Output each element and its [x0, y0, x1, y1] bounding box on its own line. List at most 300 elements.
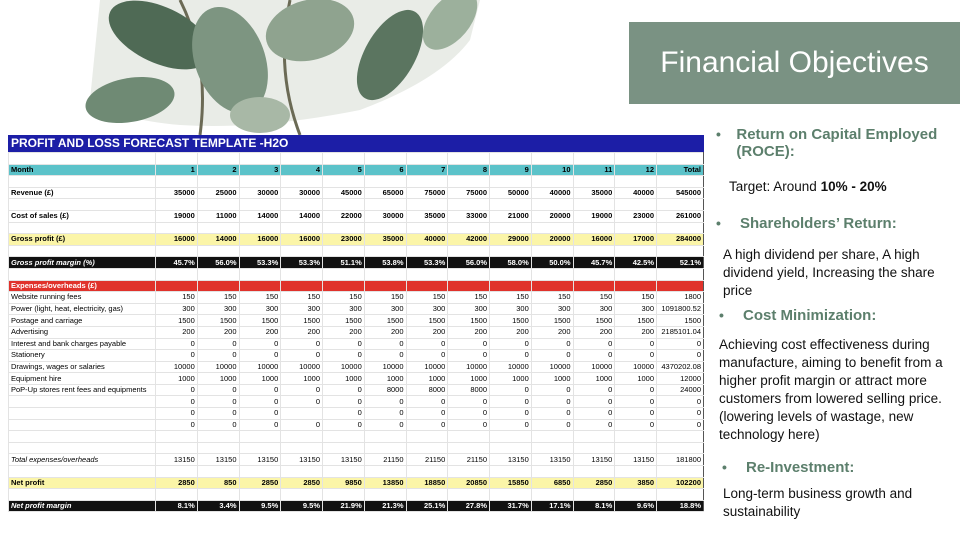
month-cell — [323, 153, 365, 165]
month-cell — [615, 431, 657, 443]
row-label — [9, 153, 156, 165]
month-cell: 50000 — [490, 187, 532, 199]
month-cell: 0 — [406, 396, 448, 408]
month-cell: 300 — [448, 303, 490, 315]
month-cell: 20000 — [531, 210, 573, 222]
month-cell — [615, 268, 657, 280]
month-cell: 1000 — [573, 373, 615, 385]
month-cell: 2850 — [573, 477, 615, 489]
month-cell: 0 — [615, 408, 657, 420]
month-cell: 1500 — [406, 315, 448, 327]
month-cell: 1500 — [323, 315, 365, 327]
table-banner: PROFIT AND LOSS FORECAST TEMPLATE -H2O — [8, 135, 704, 152]
month-cell: 1000 — [448, 373, 490, 385]
month-cell: 53.3% — [281, 257, 323, 269]
month-cell — [364, 245, 406, 257]
month-cell: 0 — [531, 408, 573, 420]
month-cell: 33000 — [448, 210, 490, 222]
month-cell: 3 — [239, 164, 281, 176]
month-cell — [281, 489, 323, 501]
month-cell: 850 — [197, 477, 239, 489]
month-cell — [364, 489, 406, 501]
total-cell — [657, 268, 704, 280]
month-cell: 30000 — [281, 187, 323, 199]
month-cell: 0 — [323, 419, 365, 431]
month-cell — [531, 268, 573, 280]
total-cell: 24000 — [657, 384, 704, 396]
month-cell: 1500 — [573, 315, 615, 327]
row-label — [9, 199, 156, 211]
row-label: Cost of sales (£) — [9, 210, 156, 222]
month-cell: 14000 — [239, 210, 281, 222]
spacer-row — [9, 176, 704, 188]
month-cell: 0 — [490, 396, 532, 408]
month-cell: 75000 — [448, 187, 490, 199]
month-cell: 150 — [364, 292, 406, 304]
month-cell: 4 — [281, 164, 323, 176]
month-cell: 35000 — [406, 210, 448, 222]
month-cell: 0 — [197, 338, 239, 350]
objective-text: Long-term business growth and sustainability — [723, 486, 913, 519]
month-cell — [490, 153, 532, 165]
slide-title: Financial Objectives — [660, 46, 929, 79]
month-cell: 200 — [448, 326, 490, 338]
month-cell: 10000 — [281, 361, 323, 373]
month-cell — [239, 199, 281, 211]
bullet-icon: • — [716, 215, 721, 231]
month-cell: 0 — [156, 396, 198, 408]
month-cell — [364, 222, 406, 234]
month-cell: 13150 — [239, 454, 281, 466]
month-cell: 0 — [197, 419, 239, 431]
month-cell: 13150 — [573, 454, 615, 466]
total-cell — [657, 442, 704, 454]
month-cell: 300 — [281, 303, 323, 315]
month-cell: 1500 — [364, 315, 406, 327]
month-cell: 300 — [531, 303, 573, 315]
month-cell: 8.1% — [573, 500, 615, 512]
month-cell: 13850 — [364, 477, 406, 489]
month-cell: 0 — [615, 419, 657, 431]
month-cell — [406, 222, 448, 234]
month-cell: 21150 — [448, 454, 490, 466]
month-cell: 16000 — [281, 234, 323, 246]
month-cell: 40000 — [406, 234, 448, 246]
month-cell — [490, 280, 532, 292]
row-label: Postage and carriage — [9, 315, 156, 327]
month-cell: 150 — [323, 292, 365, 304]
month-cell — [448, 489, 490, 501]
month-cell — [531, 489, 573, 501]
month-cell — [448, 280, 490, 292]
month-cell — [323, 431, 365, 443]
month-cell — [406, 245, 448, 257]
month-cell — [364, 153, 406, 165]
month-cell — [615, 280, 657, 292]
spacer-row — [9, 153, 704, 165]
row-label — [9, 176, 156, 188]
month-cell — [615, 442, 657, 454]
month-cell: 53.3% — [406, 257, 448, 269]
month-cell: 9850 — [323, 477, 365, 489]
month-cell: 2 — [197, 164, 239, 176]
month-cell — [364, 431, 406, 443]
table-row — [9, 303, 704, 315]
month-cell: 0 — [490, 419, 532, 431]
month-cell: 50.0% — [531, 257, 573, 269]
month-cell: 0 — [615, 350, 657, 362]
month-cell: 8 — [448, 164, 490, 176]
month-cell — [156, 222, 198, 234]
bullet-icon: • — [722, 459, 727, 475]
month-cell: 5 — [323, 164, 365, 176]
month-cell — [156, 466, 198, 478]
month-cell — [531, 431, 573, 443]
month-cell — [197, 153, 239, 165]
month-cell: 0 — [531, 396, 573, 408]
month-cell: 0 — [531, 350, 573, 362]
month-cell: 0 — [239, 384, 281, 396]
month-cell: 0 — [156, 384, 198, 396]
month-cell — [323, 268, 365, 280]
month-cell: 0 — [281, 338, 323, 350]
month-cell — [239, 153, 281, 165]
month-cell: 1500 — [615, 315, 657, 327]
month-cell — [531, 442, 573, 454]
month-cell — [448, 176, 490, 188]
month-cell — [323, 222, 365, 234]
plant-leaves-icon — [60, 0, 480, 135]
month-cell: 20850 — [448, 477, 490, 489]
month-cell — [490, 268, 532, 280]
month-cell: 0 — [573, 350, 615, 362]
month-cell — [448, 431, 490, 443]
month-cell: 0 — [448, 338, 490, 350]
month-cell: 10 — [531, 164, 573, 176]
month-cell — [197, 176, 239, 188]
month-cell: 10000 — [406, 361, 448, 373]
month-cell: 200 — [281, 326, 323, 338]
month-cell: 21150 — [364, 454, 406, 466]
month-cell: 42000 — [448, 234, 490, 246]
month-cell: 35000 — [573, 187, 615, 199]
month-cell — [364, 199, 406, 211]
month-cell — [448, 268, 490, 280]
month-cell: 0 — [490, 384, 532, 396]
month-cell — [448, 199, 490, 211]
month-cell — [448, 222, 490, 234]
month-cell: 42.5% — [615, 257, 657, 269]
month-cell: 20000 — [531, 234, 573, 246]
spacer-row — [9, 245, 704, 257]
month-cell — [156, 199, 198, 211]
month-cell: 0 — [323, 338, 365, 350]
total-cell — [657, 222, 704, 234]
table-row — [9, 500, 704, 512]
row-label — [9, 431, 156, 443]
month-cell: 40000 — [615, 187, 657, 199]
month-cell — [531, 176, 573, 188]
row-label: Power (light, heat, electricity, gas) — [9, 303, 156, 315]
month-cell — [573, 268, 615, 280]
row-label — [9, 268, 156, 280]
month-cell — [156, 153, 198, 165]
month-cell — [573, 280, 615, 292]
row-label: Stationery — [9, 350, 156, 362]
row-label: Website running fees — [9, 292, 156, 304]
month-cell — [197, 280, 239, 292]
table-row — [9, 234, 704, 246]
month-cell: 0 — [573, 384, 615, 396]
month-cell — [531, 199, 573, 211]
total-cell: 18.8% — [657, 500, 704, 512]
month-cell — [323, 489, 365, 501]
table-row — [9, 373, 704, 385]
total-cell: 12000 — [657, 373, 704, 385]
month-cell — [156, 489, 198, 501]
month-cell: 0 — [323, 408, 365, 420]
month-cell: 2850 — [239, 477, 281, 489]
month-cell — [573, 222, 615, 234]
month-cell: 0 — [323, 384, 365, 396]
month-cell: 300 — [615, 303, 657, 315]
month-cell — [197, 466, 239, 478]
month-cell — [239, 431, 281, 443]
table-row — [9, 210, 704, 222]
objective-roce — [716, 126, 960, 160]
month-cell — [364, 442, 406, 454]
month-cell: 0 — [490, 350, 532, 362]
month-cell: 300 — [323, 303, 365, 315]
month-cell: 0 — [156, 350, 198, 362]
table-row — [9, 408, 704, 420]
month-cell: 31.7% — [490, 500, 532, 512]
month-cell: 200 — [490, 326, 532, 338]
month-cell: 58.0% — [490, 257, 532, 269]
month-cell: 300 — [573, 303, 615, 315]
month-cell — [239, 176, 281, 188]
month-cell: 0 — [364, 338, 406, 350]
row-label: Revenue (£) — [9, 187, 156, 199]
month-cell — [615, 489, 657, 501]
month-cell — [281, 268, 323, 280]
month-cell: 0 — [490, 338, 532, 350]
total-cell — [657, 176, 704, 188]
month-cell — [573, 489, 615, 501]
month-cell: 17000 — [615, 234, 657, 246]
month-cell — [239, 442, 281, 454]
month-cell: 9.6% — [615, 500, 657, 512]
month-cell: 65000 — [364, 187, 406, 199]
month-cell — [281, 245, 323, 257]
month-cell: 0 — [156, 408, 198, 420]
month-cell: 21.9% — [323, 500, 365, 512]
total-cell: 284000 — [657, 234, 704, 246]
total-cell: 181800 — [657, 454, 704, 466]
month-cell — [573, 176, 615, 188]
objective-reinvestment — [722, 459, 960, 476]
total-cell: 1800 — [657, 292, 704, 304]
month-cell: 0 — [406, 338, 448, 350]
month-cell — [197, 431, 239, 443]
month-cell — [531, 245, 573, 257]
table-row — [9, 350, 704, 362]
month-cell: 0 — [573, 338, 615, 350]
row-label — [9, 419, 156, 431]
row-label: Month — [9, 164, 156, 176]
month-cell: 150 — [573, 292, 615, 304]
month-cell — [281, 408, 323, 420]
month-cell: 3.4% — [197, 500, 239, 512]
table-row — [9, 477, 704, 489]
month-cell: 17.1% — [531, 500, 573, 512]
month-cell — [156, 245, 198, 257]
month-cell: 10000 — [531, 361, 573, 373]
table-row — [9, 396, 704, 408]
month-cell: 16000 — [239, 234, 281, 246]
month-cell — [281, 222, 323, 234]
month-cell — [406, 280, 448, 292]
month-cell: 200 — [156, 326, 198, 338]
month-cell: 150 — [156, 292, 198, 304]
month-cell: 8000 — [448, 384, 490, 396]
total-cell: 1091800.52 — [657, 303, 704, 315]
month-cell: 22000 — [323, 210, 365, 222]
month-cell: 300 — [490, 303, 532, 315]
month-cell — [156, 431, 198, 443]
month-cell: 200 — [406, 326, 448, 338]
month-cell: 150 — [239, 292, 281, 304]
month-cell: 21150 — [406, 454, 448, 466]
month-cell: 23000 — [323, 234, 365, 246]
month-cell — [490, 466, 532, 478]
month-cell: 1000 — [490, 373, 532, 385]
objective-text: Achieving cost effectiveness during manufacture, aiming to benefit from a higher profit margin or attract more customers from lowered selling price. (lowering levels of wastage, new technology here) — [719, 337, 943, 442]
month-cell: 10000 — [573, 361, 615, 373]
objective-text-bold: 10% - 20% — [820, 179, 887, 194]
month-cell: 21000 — [490, 210, 532, 222]
month-cell: 56.0% — [197, 257, 239, 269]
month-cell — [573, 245, 615, 257]
month-cell: 150 — [281, 292, 323, 304]
month-cell: 19000 — [156, 210, 198, 222]
row-label: Net profit margin — [9, 500, 156, 512]
total-cell: 102200 — [657, 477, 704, 489]
objective-heading: Return on Capital Employed (ROCE): — [736, 126, 938, 160]
month-cell: 0 — [239, 350, 281, 362]
month-cell: 0 — [531, 384, 573, 396]
month-cell — [615, 222, 657, 234]
month-cell: 0 — [156, 338, 198, 350]
month-cell: 1500 — [239, 315, 281, 327]
month-cell — [490, 176, 532, 188]
total-cell — [657, 431, 704, 443]
month-cell: 40000 — [531, 187, 573, 199]
month-cell: 7 — [406, 164, 448, 176]
spacer-row — [9, 268, 704, 280]
month-cell: 0 — [197, 408, 239, 420]
month-cell — [490, 222, 532, 234]
month-cell — [406, 199, 448, 211]
month-cell: 0 — [448, 350, 490, 362]
month-cell: 9 — [490, 164, 532, 176]
spacer-row — [9, 442, 704, 454]
month-cell: 1000 — [531, 373, 573, 385]
month-cell: 14000 — [281, 210, 323, 222]
month-cell: 10000 — [364, 361, 406, 373]
spacer-row — [9, 489, 704, 501]
month-cell: 0 — [239, 419, 281, 431]
month-cell: 10000 — [490, 361, 532, 373]
month-cell: 1500 — [531, 315, 573, 327]
month-cell — [281, 442, 323, 454]
row-label: Interest and bank charges payable — [9, 338, 156, 350]
month-cell — [197, 442, 239, 454]
title-box — [629, 22, 960, 104]
month-cell: 9.5% — [239, 500, 281, 512]
month-cell: 35000 — [364, 234, 406, 246]
month-cell: 1500 — [490, 315, 532, 327]
row-label: Gross profit margin (%) — [9, 257, 156, 269]
month-cell: 300 — [156, 303, 198, 315]
month-cell: 0 — [281, 396, 323, 408]
month-cell — [490, 442, 532, 454]
month-cell: 0 — [448, 419, 490, 431]
table-row — [9, 326, 704, 338]
month-cell — [197, 268, 239, 280]
month-cell: 1000 — [323, 373, 365, 385]
total-cell: 52.1% — [657, 257, 704, 269]
month-cell — [573, 153, 615, 165]
month-cell: 0 — [448, 408, 490, 420]
total-cell: 0 — [657, 350, 704, 362]
pl-forecast-table — [8, 135, 704, 540]
objective-heading: Cost Minimization: — [743, 307, 877, 324]
month-cell: 13150 — [531, 454, 573, 466]
total-cell: 1500 — [657, 315, 704, 327]
month-cell: 11000 — [197, 210, 239, 222]
month-cell — [573, 431, 615, 443]
month-cell — [406, 268, 448, 280]
month-cell — [531, 222, 573, 234]
month-cell — [448, 442, 490, 454]
month-cell: 3850 — [615, 477, 657, 489]
total-cell — [657, 280, 704, 292]
month-cell: 75000 — [406, 187, 448, 199]
spacer-row — [9, 222, 704, 234]
month-cell: 10000 — [615, 361, 657, 373]
month-cell: 13150 — [615, 454, 657, 466]
month-cell: 35000 — [156, 187, 198, 199]
month-cell: 1500 — [281, 315, 323, 327]
month-cell: 1000 — [406, 373, 448, 385]
month-cell: 200 — [364, 326, 406, 338]
month-cell: 0 — [197, 350, 239, 362]
month-cell — [531, 153, 573, 165]
month-cell — [156, 442, 198, 454]
table-row — [9, 454, 704, 466]
month-cell: 0 — [364, 419, 406, 431]
month-cell: 200 — [239, 326, 281, 338]
month-cell — [406, 442, 448, 454]
month-cell — [323, 280, 365, 292]
month-cell: 23000 — [615, 210, 657, 222]
month-cell: 300 — [406, 303, 448, 315]
month-cell: 200 — [531, 326, 573, 338]
table-row — [9, 280, 704, 292]
spacer-row — [9, 431, 704, 443]
total-cell — [657, 466, 704, 478]
